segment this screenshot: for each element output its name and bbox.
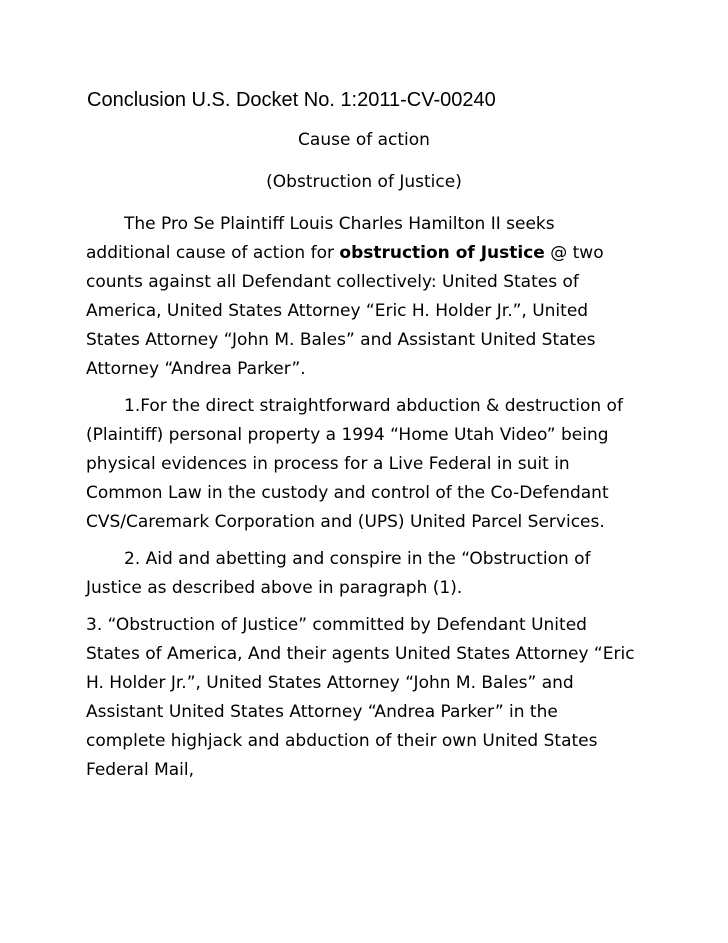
paragraph-3 bbox=[86, 611, 666, 785]
intro-line-4: America, United States Attorney “Eric H. Holder Jr.”, United bbox=[86, 301, 589, 321]
intro-line-2-start: additional cause of action for bbox=[86, 243, 340, 263]
intro-paragraph bbox=[86, 210, 666, 384]
para1-line-4: Common Law in the custody and control of the Co-Defendant bbox=[86, 483, 609, 503]
intro-line-6: Attorney “Andrea Parker”. bbox=[86, 359, 306, 379]
para1-line-5: CVS/Caremark Corporation and (UPS) United Parcel Services. bbox=[86, 512, 605, 532]
intro-line-2 bbox=[86, 239, 666, 268]
cause-of-action-heading: Cause of action bbox=[298, 130, 430, 150]
paragraph-gap bbox=[86, 537, 666, 545]
intro-line-5: States Attorney “John M. Bales” and Assistant United States bbox=[86, 330, 596, 350]
intro-line-3: counts against all Defendant collectively: United States of bbox=[86, 272, 579, 292]
docket-title: Conclusion U.S. Docket No. 1:2011-CV-00240 bbox=[87, 89, 496, 111]
obstruction-emphasis: obstruction of Justice bbox=[339, 243, 545, 263]
para3-line-3: H. Holder Jr.”, United States Attorney “John M. Bales” and bbox=[86, 673, 574, 693]
document-body bbox=[86, 210, 666, 785]
para2-line-2: Justice as described above in paragraph (1). bbox=[86, 578, 463, 598]
para3-line-6: Federal Mail, bbox=[86, 760, 195, 780]
para1-line-1: 1.For the direct straightforward abduction & destruction of bbox=[124, 396, 623, 416]
paragraph-gap bbox=[86, 384, 666, 392]
para2-line-1: 2. Aid and abetting and conspire in the “Obstruction of bbox=[124, 549, 591, 569]
paragraph-2 bbox=[86, 545, 666, 603]
para3-line-5: complete highjack and abduction of their own United States bbox=[86, 731, 598, 751]
para3-line-1: 3. “Obstruction of Justice” committed by Defendant United bbox=[86, 615, 587, 635]
para1-line-2: (Plaintiff) personal property a 1994 “Home Utah Video” being bbox=[86, 425, 609, 445]
paragraph-1 bbox=[86, 392, 666, 537]
para1-line-3: physical evidences in process for a Live Federal in suit in bbox=[86, 454, 570, 474]
para3-line-2: States of America, And their agents United States Attorney “Eric bbox=[86, 644, 635, 664]
intro-line-2-end: @ two bbox=[544, 243, 604, 263]
para3-line-4: Assistant United States Attorney “Andrea Parker” in the bbox=[86, 702, 558, 722]
intro-line-1: The Pro Se Plaintiff Louis Charles Hamilton II seeks bbox=[124, 214, 555, 234]
obstruction-subheading: (Obstruction of Justice) bbox=[266, 172, 462, 192]
paragraph-gap bbox=[86, 603, 666, 611]
